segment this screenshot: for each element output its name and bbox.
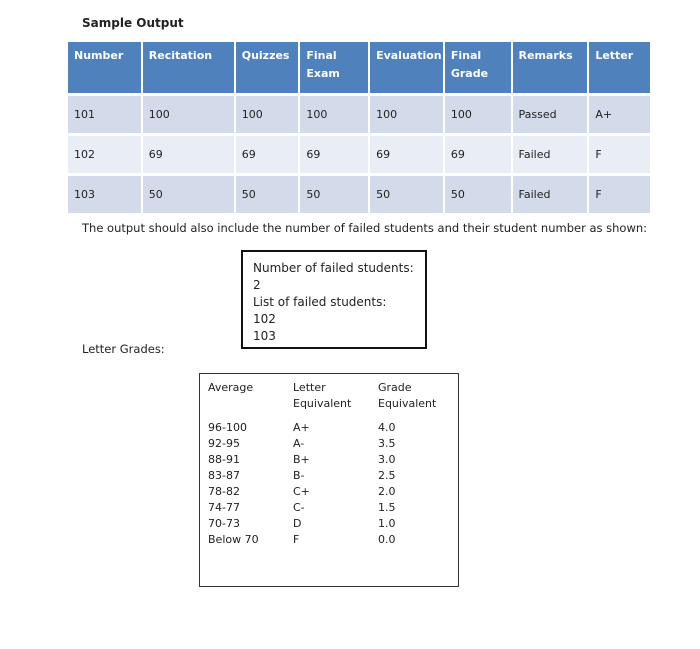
letter-equivalent-column — [293, 380, 351, 548]
cell-recitation: 50 — [143, 176, 234, 213]
header-letter: Letter — [589, 42, 650, 93]
letter-value: C+ — [293, 485, 310, 498]
cell-number: 101 — [68, 96, 141, 133]
cell-number: 102 — [68, 136, 141, 173]
cell-letter: F — [589, 176, 650, 213]
cell-final-grade: 69 — [445, 136, 511, 173]
cell-evaluation: 50 — [370, 176, 443, 213]
cell-quizzes: 50 — [236, 176, 299, 213]
cell-remarks: Failed — [513, 176, 588, 213]
grade-value: 3.5 — [378, 437, 396, 450]
cell-number: 103 — [68, 176, 141, 213]
letter-value: A- — [293, 437, 305, 450]
grade-value: 2.0 — [378, 485, 396, 498]
grade-value: 1.0 — [378, 517, 396, 530]
average-header: Average — [208, 381, 254, 394]
cell-letter: F — [589, 136, 650, 173]
cell-remarks: Passed — [513, 96, 588, 133]
cell-final-grade: 100 — [445, 96, 511, 133]
grade-value: 1.5 — [378, 501, 396, 514]
failed-student-number: 103 — [253, 329, 276, 343]
header-remarks: Remarks — [513, 42, 588, 93]
grade-value: 0.0 — [378, 533, 396, 546]
table-row — [68, 136, 650, 173]
letter-equivalent-header: Letter Equivalent — [293, 381, 352, 410]
failed-students-box — [241, 250, 427, 349]
cell-final-exam: 50 — [300, 176, 368, 213]
header-number: Number — [68, 42, 141, 93]
letter-value: B- — [293, 469, 305, 482]
cell-evaluation: 69 — [370, 136, 443, 173]
average-value: 96-100 — [208, 421, 247, 434]
average-value: 92-95 — [208, 437, 240, 450]
failed-student-number: 102 — [253, 312, 276, 326]
average-value: 70-73 — [208, 517, 240, 530]
cell-final-exam: 100 — [300, 96, 368, 133]
cell-recitation: 69 — [143, 136, 234, 173]
sample-output-title: Sample Output — [82, 16, 184, 30]
failed-count-label: Number of failed students: — [253, 261, 414, 275]
average-value: 74-77 — [208, 501, 240, 514]
letter-grades-label: Letter Grades: — [82, 342, 165, 356]
average-column — [208, 380, 259, 548]
cell-quizzes: 69 — [236, 136, 299, 173]
letter-value: D — [293, 517, 302, 530]
table-row — [68, 176, 650, 213]
table-header-row — [68, 42, 650, 93]
header-quizzes: Quizzes — [236, 42, 299, 93]
grade-value: 4.0 — [378, 421, 396, 434]
average-value: Below 70 — [208, 533, 259, 546]
cell-final-exam: 69 — [300, 136, 368, 173]
grade-value: 2.5 — [378, 469, 396, 482]
cell-evaluation: 100 — [370, 96, 443, 133]
grade-value: 3.0 — [378, 453, 396, 466]
header-final-exam: Final Exam — [300, 42, 368, 93]
sample-output-table — [66, 42, 652, 213]
average-value: 83-87 — [208, 469, 240, 482]
letter-value: A+ — [293, 421, 310, 434]
letter-grades-table — [199, 373, 459, 587]
failed-students-note: The output should also include the number of failed students and their student number as shown: — [82, 221, 648, 235]
header-final-grade: Final Grade — [445, 42, 511, 93]
cell-quizzes: 100 — [236, 96, 299, 133]
table-row — [68, 96, 650, 133]
header-evaluation: Evaluation — [370, 42, 443, 93]
failed-count-value: 2 — [253, 278, 261, 292]
cell-letter: A+ — [589, 96, 650, 133]
header-recitation: Recitation — [143, 42, 234, 93]
letter-value: F — [293, 533, 300, 546]
average-value: 78-82 — [208, 485, 240, 498]
grade-equivalent-header: Grade Equivalent — [378, 381, 437, 410]
cell-remarks: Failed — [513, 136, 588, 173]
cell-final-grade: 50 — [445, 176, 511, 213]
grade-equivalent-column — [378, 380, 436, 548]
letter-value: C- — [293, 501, 305, 514]
cell-recitation: 100 — [143, 96, 234, 133]
average-value: 88-91 — [208, 453, 240, 466]
failed-list-label: List of failed students: — [253, 295, 387, 309]
letter-value: B+ — [293, 453, 310, 466]
